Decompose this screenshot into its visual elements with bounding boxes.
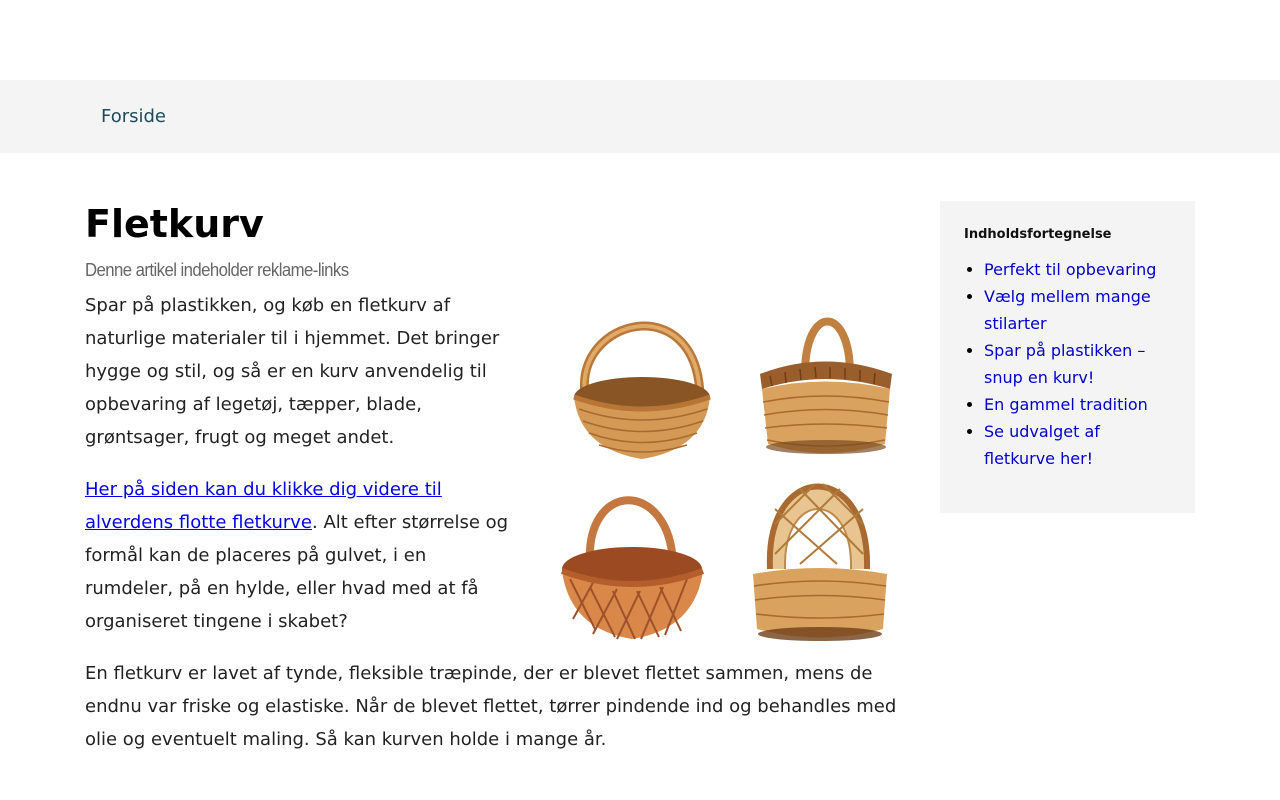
ad-notice: Denne artikel indeholder reklame-links (85, 260, 349, 280)
nav-home-link[interactable]: Forside (101, 106, 167, 127)
toc-title: Indholdsfortegnelse (964, 227, 1112, 242)
toc-list (964, 256, 1171, 472)
basket-lattice-image (555, 479, 710, 644)
toc-link-selection[interactable]: Se udvalget af fletkurve her! (984, 422, 1100, 468)
toc-link-tradition[interactable]: En gammel tradition (984, 395, 1148, 414)
page-title: Fletkurv (85, 202, 264, 246)
toc-link-styles[interactable]: Vælg mellem mange stilarter (984, 287, 1151, 333)
baskets-image (555, 289, 900, 654)
site-header (0, 0, 1280, 80)
toc-item (984, 391, 1171, 418)
table-of-contents (940, 201, 1195, 513)
toc-link-storage[interactable]: Perfekt til opbevaring (984, 260, 1157, 279)
article (85, 201, 905, 756)
basket-picnic-image (750, 294, 900, 459)
toc-link-save-plastic[interactable]: Spar på plastikken – snup en kurv! (984, 341, 1146, 387)
wicker-paragraph: En fletkurv er lavet af tynde, fleksible træpinde, der er blevet flettet sammen, mens de endnu var friske og elastiske. Når de blevet flettet, tørrer pindende ind og behandles med olie og eventuelt maling. Så kan kurven holde i mange år. (85, 663, 897, 750)
article-body (85, 289, 905, 756)
main-nav (0, 80, 1280, 153)
link-paragraph (85, 473, 515, 638)
toc-item (984, 418, 1171, 472)
toc-item (984, 283, 1171, 337)
toc-item (984, 337, 1171, 391)
page-container (0, 153, 1280, 756)
basket-tall-handle-image (745, 464, 895, 644)
basket-arch-image (565, 299, 715, 464)
toc-item (984, 256, 1171, 283)
link-paragraph-text: . Alt efter størrelse og formål kan de placeres på gulvet, i en rumdeler, på en hylde, eller hvad med at få organiseret tingene i skabet? (85, 512, 509, 632)
baskets-link[interactable]: Her på siden kan du klikke dig videre til alverdens flotte fletkurve (85, 479, 442, 533)
intro-paragraph: Spar på plastikken, og køb en fletkurv af naturlige materialer til i hjemmet. Det bringer hygge og stil, og så er en kurv anvendelig til opbevaring af legetøj, tæpper, blade, grøntsager, frugt og meget andet. (85, 295, 500, 448)
